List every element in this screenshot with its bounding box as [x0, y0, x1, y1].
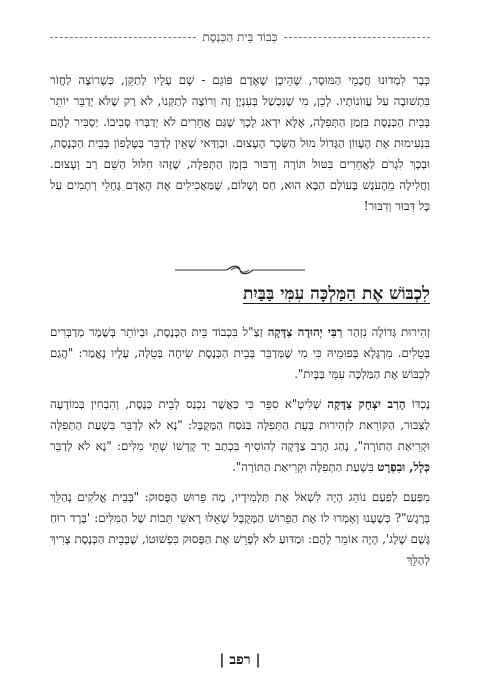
section-divider	[0, 264, 480, 276]
p1-text-start: זְהִירוּת גְּדוֹלָה נִזְהַר	[342, 325, 430, 339]
header-title: כְּבוֹד בֵּית הַכְּנֶסֶת	[202, 30, 278, 44]
p2-text-end: בִּשְׁעַת הַתְּפִלָּה וּקְרִיאַת הַתּוֹרָה".	[232, 460, 378, 474]
section-paragraph-3: מִפַּעַם לְפַעַם נוֹהֵג הָיָה לִשְׁאֹל אֶת תַּלְמִידָיו, מָה פֵּרוּשׁ הַפָּסוּק: "בְּבֵית אֱלֹקִים נְהַלֵּךְ בְּרָגֶשׁ"? כְּשֶׁעָנוּ וְאָמְרוּ לוֹ אֶת הַפֵּרוּשׁ הַמְּקֻבָּל שֶׁאֵלּוּ רָאשֵׁי תֵּבוֹת שֶׁל הַמִּלִּים: 'בָּרָד רוּחַ גֶּשֶׁם שֶׁלֶג', הָיָה אוֹמֵר לָהֶם: וּמַדּוּעַ לֹא לְפָרֵשׁ אֶת הַפָּסוּק כִּפְשׁוּטוֹ, שֶׁבְּבֵית הַכְּנֶסֶת צָרִיךְ לְהַלֵּךְ	[50, 490, 430, 567]
running-header	[50, 30, 430, 45]
section-title: לִכְבּוֹשׁ אֶת הַמַּלְכָּה עִמִּי בַּבַּיִת	[242, 284, 430, 304]
intro-paragraph: כְּבָר לִמְדוּנוּ חֲכָמֵי הַמּוּסָר, שֶׁהֵיכָן שֶׁאָדָם פּוֹגֵם - שָׁם עָלָיו לְתַקֵּן, כְּשֶׁרוֹצֶה לַחֲזֹר בִּתְשׁוּבָה עַל עֲווֹנוֹתָיו. לָכֵן, מִי שֶׁנִּכְשַׁל בְּעִנְיָן זֶה וְרוֹצֶה לְתַקְּנוֹ, לֹא רַק שֶׁלֹּא יְדַבֵּר יוֹתֵר בְּבֵית הַכְּנֶסֶת בִּזְמַן הַתְּפִלָּה, אֶלָּא יִדְאַג לְכָךְ שֶׁגַּם אֲחֵרִים לֹא יְדַבְּרוּ סְבִיבוֹ. יַסְבִּיר לָהֶם בִּנְעִימוּת אֶת הֶעָווֹן הַגָּדוֹל מוּל הַשָּׂכָר הָעָצוּם. וּבְוַדַּאי שֶׁאֵין לְדַבֵּר בַּטֶּלֶפוֹן בְּבֵית הַכְּנֶסֶת, וּבְכָךְ לִגְרֹם לַאֲחֵרִים בִּטּוּל תּוֹרָה וְדִבּוּר בִּזְמַן הַתְּפִלָּה, שֶׁזֶּהוּ חִלּוּל הַשֵּׁם רַב וְעָצוּם. וַחֲלִילָה מֵהָעֹנֶשׁ בָּעוֹלָם הַבָּא הוּא, חַס וְשָׁלוֹם, שֶׁמַּאֲכִילִים אֶת הָאָדָם גֶּחָלֵי רְתָמִים עַל כָּל דִּבּוּר וְדִבּוּר!	[50, 73, 430, 213]
header-rule-left	[50, 37, 196, 38]
p2-text-middle: שְׁלִיטָ"א סִפֵּר כִּי כַּאֲשֶׁר נִכְנַס לְבֵית כְּנֶסֶת, וְהִבְחִין בְּמוֹדָעָה לַצִּבּוּר, הַקּוֹרֵאת לִזְהִירוּת בְּעֵת הַתְּפִלָּה בַּנֹּסַח הַמְּקֻבָּל: "נָא לֹא לְדַבֵּר בִּשְׁעַת הַתְּפִלָּה וּקְרִיאַת הַתּוֹרָה", נָהַג הָרַב צַדָּקָה לְהוֹסִיף בִּכְתַב יַד קָדְשׁוֹ שְׁתֵּי מִלִּים: "נָא לֹא לְדַבֵּר	[50, 397, 430, 453]
header-rule-right	[284, 37, 430, 38]
p2-rabbi-name: הָרַב יִצְחָק צַדָּקָה	[327, 397, 406, 411]
section-paragraph-1	[50, 322, 430, 385]
p1-rabbi-name: רַבִּי יְהוּדָה צַדָּקָה	[267, 325, 343, 339]
p2-text-start: נֶכְדּוֹ	[405, 397, 430, 411]
p2-emphasis: כְּלָל, וּבִפְרָט	[377, 460, 430, 474]
flourish-divider-icon	[175, 264, 305, 276]
intro-section	[50, 70, 430, 217]
section-paragraph-2	[50, 394, 430, 478]
section-body	[50, 322, 430, 580]
p1-text-end: זַצַ"ל בִּכְבוֹד בֵּית הַכְּנֶסֶת, וּבְיוֹתֵר בְּשֶׁמֶר מְדַבְּרִים בְּטֵלִים. מִרְגָּלָא בְּפוּמֵיהּ כִּי מִי שֶׁמְּדַבֵּר בְּבֵית הַכְּנֶסֶת שִׂיחָה בְּטֵלָה, עָלָיו נֶאֱמַר: "הֲגַם לִכְבּוֹשׁ אֶת הַמַּלְכָּה עִמִּי בַּבָּיִת".	[50, 325, 430, 381]
page-number: | רפב |	[219, 652, 261, 668]
